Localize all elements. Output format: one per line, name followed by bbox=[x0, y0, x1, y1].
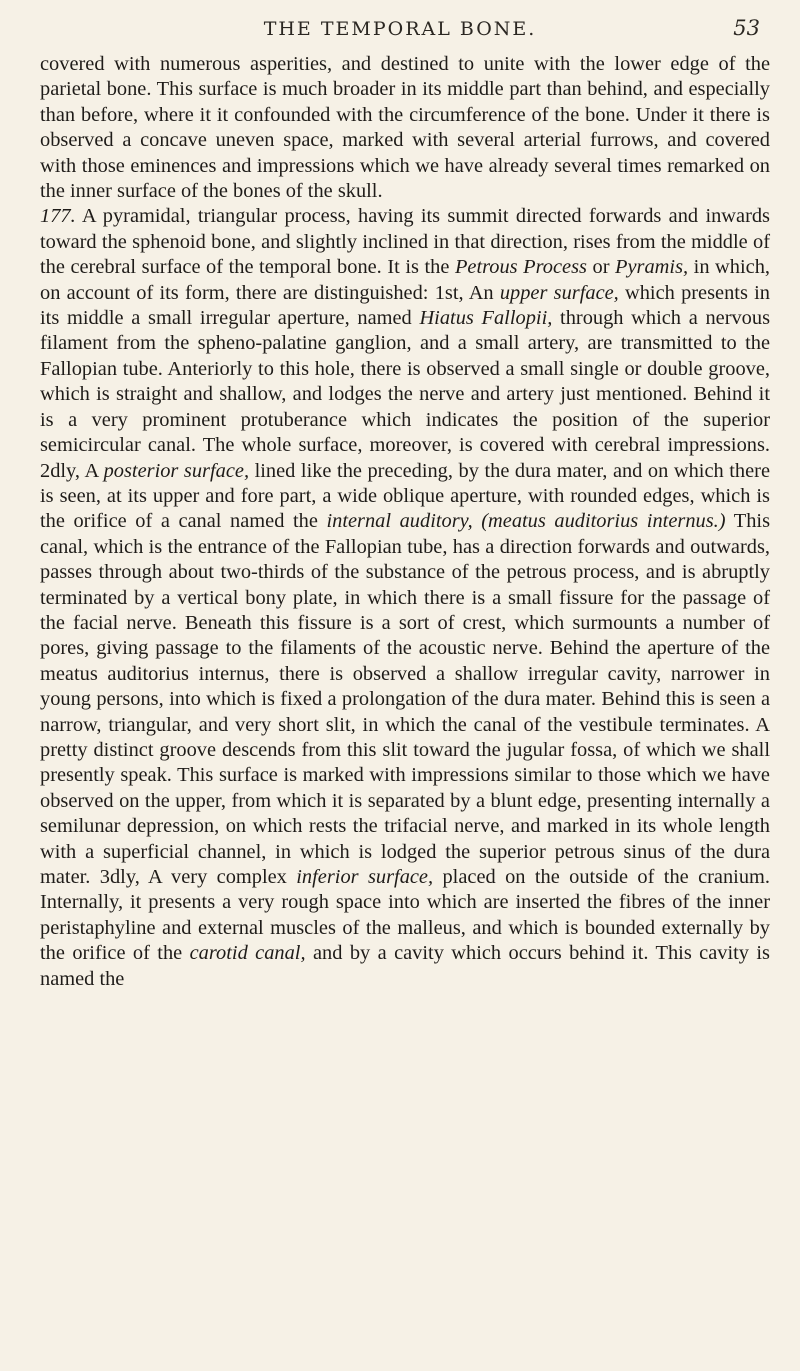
text-run: lined like the preceding, by the dura mater, and on which there is seen, at its upper and fore part, a wide oblique aperture, with rounded edges, which is the orifice of a canal named the bbox=[40, 459, 770, 533]
text-run: placed on the outside of the cranium. Internally, it presents a very rough space into which are inserted the fibres of the inner peristaphyline and external muscles of the malleus, and which is bounded externally by the orifice of the bbox=[40, 866, 770, 965]
term-upper-surface: upper surface, bbox=[499, 281, 619, 304]
term-internal-auditory: internal auditory, (meatus auditorius internus.) bbox=[326, 510, 726, 533]
text-run: or bbox=[586, 256, 616, 279]
section-number: 177. bbox=[40, 205, 76, 228]
text-run: in which, on account of its form, there are distinguished: 1st, An bbox=[40, 256, 770, 304]
paragraph bbox=[40, 52, 770, 204]
text-run: covered with numerous asperities, and destined to unite with the lower edge of the parietal bone. This surface is much broader in its middle part than behind, and especially than before, where it it confounded with the circumference of the bone. Under it there is observed a concave uneven space, marked with several arterial furrows, and covered with those eminences and impressions which we have already several times remarked on the inner surface of the bones of the skull. bbox=[40, 53, 770, 203]
paragraph-177 bbox=[40, 204, 770, 992]
term-pyramis: Pyramis, bbox=[615, 256, 689, 279]
term-carotid-canal: carotid canal, bbox=[189, 942, 306, 965]
running-head bbox=[0, 14, 800, 44]
body-text bbox=[40, 52, 770, 992]
term-petrous-process: Petrous Process bbox=[454, 256, 587, 279]
page-number: 53 bbox=[733, 16, 760, 40]
term-inferior-surface: inferior surface, bbox=[296, 866, 434, 888]
text-run: This canal, which is the entrance of the Fallopian tube, has a direction forwards and outwards, passes through about two-thirds of the substance of the petrous process, and is abruptly terminated by a vertical bony plate, in which there is a small fissure for the passage of the facial nerve. Beneath this fissure is a sort of crest, which surmounts a number of pores, giving passage to the filaments of the acoustic nerve. Behind the aperture of the meatus auditorius internus, there is observed a shallow irregular cavity, narrower in young persons, into which is fixed a prolongation of the dura mater. Behind this is seen a narrow, triangular, and very short slit, in which the canal of the vestibule terminates. A pretty distinct groove descends from this slit toward the jugular fossa, of which we shall presently speak. This surface is marked with impressions similar to those which we have observed on the upper, from which it is separated by a blunt edge, presenting internally a semilunar depression, on which rests the trifacial nerve, and marked in its whole length with a superficial channel, in which is lodged the superior petrous sinus of the dura mater. 3dly, A very complex bbox=[40, 510, 771, 888]
text-run: A pyramidal, triangular process, having its summit directed forwards and inwards toward the sphenoid bone, and slightly inclined in that direction, rises from the middle of the cerebral surface of the temporal bone. It is the bbox=[40, 205, 770, 279]
text-run: and by a cavity which occurs behind it. This cavity is named the bbox=[40, 942, 770, 990]
text-run: through which a nervous filament from the spheno-palatine ganglion, and a small artery, are transmitted to the Fallopian tube. Anteriorly to this hole, there is observed a small single or double groove, which is straight and shallow, and lodges the nerve and artery just mentioned. Behind it is a very prominent protuberance which indicates the position of the superior semicircular canal. The whole surface, moreover, is covered with cerebral impressions. 2dly, A bbox=[40, 307, 771, 482]
text-run: which presents in its middle a small irregular aperture, named bbox=[40, 281, 770, 330]
term-posterior-surface: posterior surface, bbox=[103, 459, 250, 482]
term-hiatus-fallopii: Hiatus Fallopii, bbox=[419, 307, 553, 330]
running-title: THE TEMPORAL BONE. bbox=[263, 18, 537, 40]
